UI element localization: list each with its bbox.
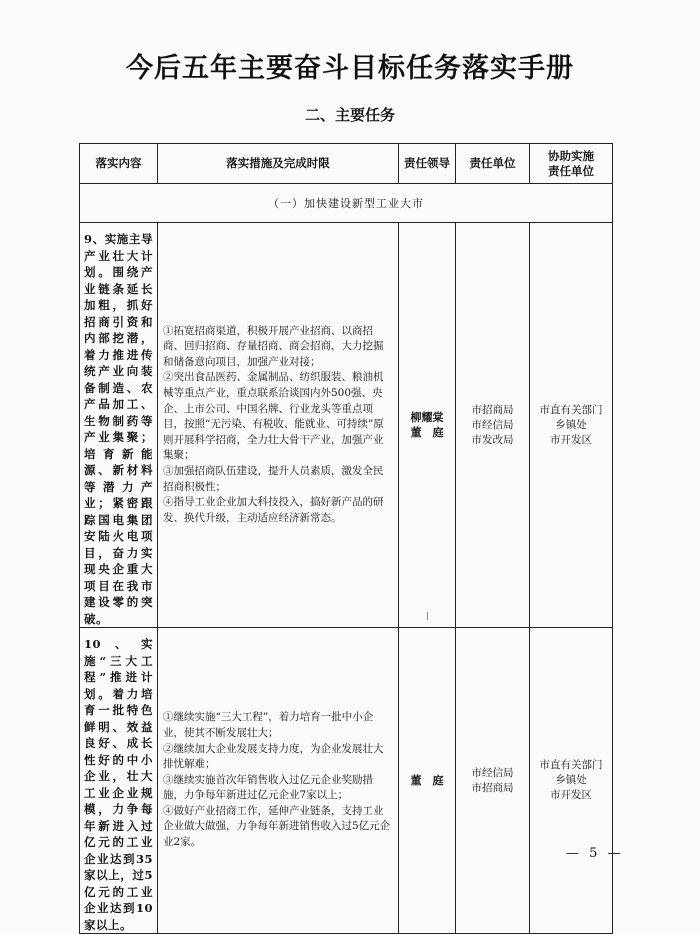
table-row bbox=[80, 628, 613, 934]
unit-name: 市招商局 bbox=[471, 781, 514, 794]
assist-name: 乡镇处 bbox=[555, 774, 587, 786]
category-band: （一）加快建设新型工业大市 bbox=[80, 184, 613, 223]
responsible-unit bbox=[456, 628, 530, 934]
page-title: 今后五年主要奋斗目标任务落实手册 bbox=[126, 53, 574, 84]
unit-name: 市经信局 bbox=[471, 418, 514, 431]
measure-item: ③加强招商队伍建设，提升人员素质，激发全民招商积极性； bbox=[163, 464, 384, 493]
header-unit: 责任单位 bbox=[456, 144, 530, 184]
header-content: 落实内容 bbox=[80, 144, 158, 184]
assist-name: 市直有关部门 bbox=[539, 403, 603, 416]
assist-name: 市直有关部门 bbox=[539, 759, 603, 771]
assisting-unit bbox=[530, 628, 613, 934]
measure-item: ②突出食品医药、金属制品、纺织服装、粮油机械等重点产业，重点联系洽谈国内外500强、央企、上市公司、中国名牌、行业龙头等重点项目，按照“无污染、有税收、能就业、可持续”原则开展科学招商，全力壮大骨干产业，加强产业集聚； bbox=[163, 371, 384, 462]
assist-name: 市开发区 bbox=[550, 789, 592, 801]
task-measures bbox=[158, 628, 399, 934]
measure-item: ①拓宽招商渠道，积极开展产业招商、以商招商、回归招商、存量招商、商会招商，大力挖掘和储备意向项目，加强产业对接； bbox=[163, 324, 384, 368]
table-header-row bbox=[80, 144, 613, 184]
unit-name: 市经信局 bbox=[471, 766, 514, 779]
scan-mark bbox=[427, 612, 428, 620]
leader-name: 柳耀棠 bbox=[410, 411, 444, 424]
header-measures: 落实措施及完成时限 bbox=[158, 144, 399, 184]
task-content bbox=[80, 628, 158, 934]
assist-name: 市开发区 bbox=[550, 433, 592, 446]
header-leader: 责任领导 bbox=[399, 144, 456, 184]
assist-name: 乡镇处 bbox=[555, 418, 587, 431]
measure-item: ①继续实施“三大工程”，着力培育一批中小企业，使其不断发展壮大； bbox=[163, 711, 374, 739]
task-measures bbox=[158, 223, 399, 628]
task-content bbox=[80, 223, 158, 628]
unit-name: 市招商局 bbox=[471, 403, 514, 416]
measure-item: ③继续实施首次年销售收入过亿元企业奖励措施，力争每年新进过亿元企业7家以上； bbox=[163, 773, 373, 802]
responsible-unit bbox=[456, 223, 530, 628]
measure-item: ④做好产业招商工作，延伸产业链条，支持工业企业做大做强，力争每年新进销售收入过5亿元企业2家。 bbox=[163, 804, 391, 849]
leader-name: 董 庭 bbox=[410, 774, 444, 787]
header-assist-line1: 协助实施 bbox=[548, 148, 594, 163]
task-content-text: 10、实施“三大工程”推进计划。着力培育一批特色鲜明、效益良好、成长性好的中小企业，壮大工业企业规模，力争每年新进入过亿元的工业企业达到35家以上，过5亿元的工业企业达到10家以上。 bbox=[84, 637, 153, 932]
page-number: — 5 — bbox=[566, 846, 624, 861]
responsible-leader bbox=[399, 223, 456, 628]
table-row bbox=[80, 223, 613, 628]
task-table bbox=[79, 143, 613, 934]
header-assist-line2: 责任单位 bbox=[548, 163, 594, 178]
assisting-unit bbox=[530, 223, 613, 628]
responsible-leader bbox=[399, 628, 456, 934]
unit-name: 市发改局 bbox=[471, 433, 514, 446]
section-heading: 二、主要任务 bbox=[304, 106, 395, 124]
measure-item: ②继续加大企业发展支持力度，为企业发展壮大排忧解难； bbox=[163, 742, 384, 771]
category-band-row bbox=[80, 184, 613, 223]
task-content-text: 9、实施主导产业壮大计划。围绕产业链条延长加粗，抓好招商引资和内部挖潜，着力推进传统产业向装备制造、农产品加工、生物制药等产业集聚；培育新能源、新材料等潜力产业；紧密跟踪国电集团安陆火电项目，奋力实现央企重大项目在我市建设零的突破。 bbox=[84, 232, 153, 626]
header-assist bbox=[530, 144, 613, 184]
measure-item: ④指导工业企业加大科技投入，搞好新产品的研发、换代升级，主动适应经济新常态。 bbox=[163, 496, 384, 524]
leader-name: 董 庭 bbox=[410, 426, 444, 439]
